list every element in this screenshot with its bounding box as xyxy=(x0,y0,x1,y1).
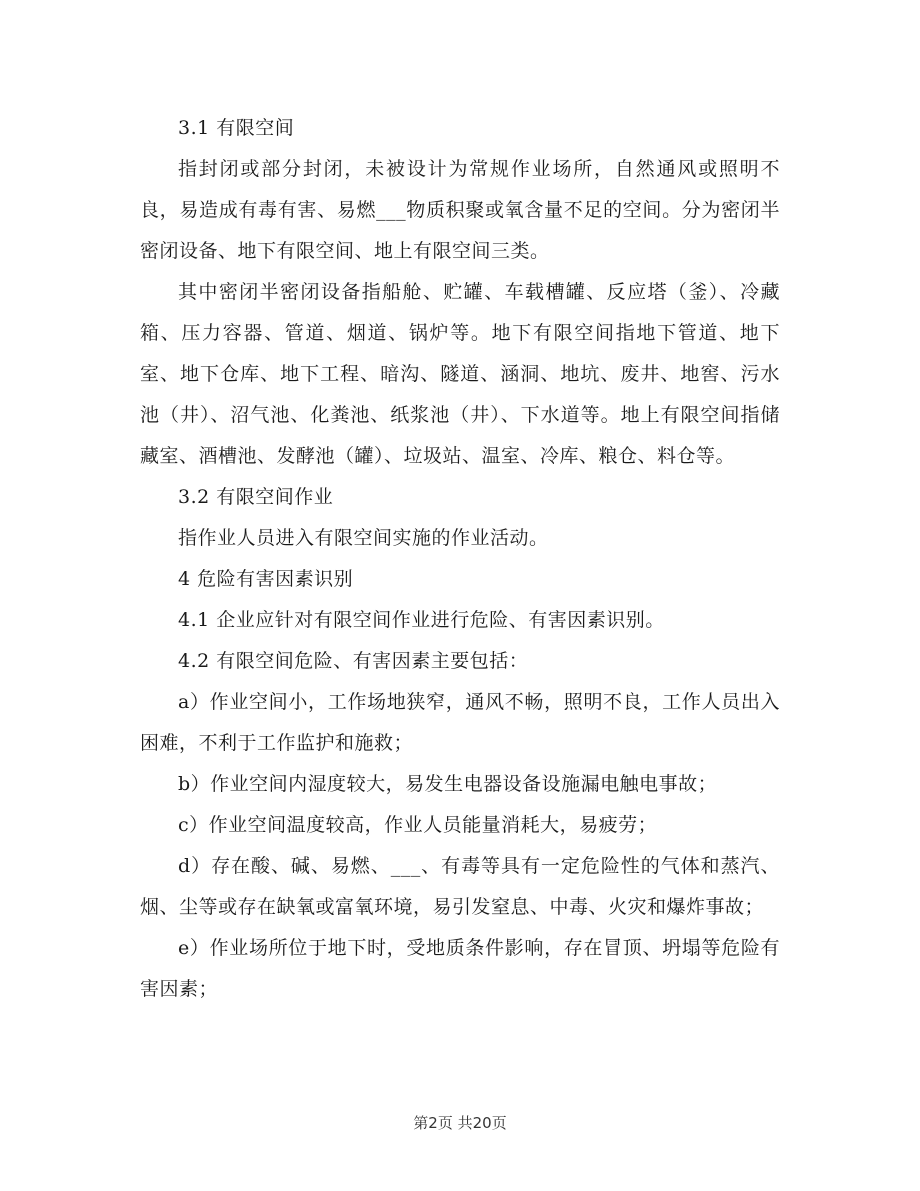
list-item-a: a）作业空间小，工作场地狭窄，通风不畅，照明不良，工作人员出入困难，不利于工作监护和施救； xyxy=(140,691,780,754)
section-heading-4: 4 危险有害因素识别 xyxy=(178,568,354,590)
page-number-footer: 第2页 共20页 xyxy=(413,1114,507,1132)
list-item-e: e）作业场所位于地下时，受地质条件影响，存在冒顶、坍塌等危险有害因素； xyxy=(140,937,780,1000)
paragraph-4-1: 4.1 企业应针对有限空间作业进行危险、有害因素识别。 xyxy=(178,609,665,631)
paragraph-definition: 指封闭或部分封闭，未被设计为常规作业场所，自然通风或照明不良，易造成有毒有害、易燃___物质积聚或氧含量不足的空间。分为密闭半密闭设备、地下有限空间、地上有限空间三类。 xyxy=(140,158,780,262)
list-item-b: b）作业空间内湿度较大，易发生电器设备设施漏电触电事故； xyxy=(178,773,718,795)
section-heading-3-2: 3.2 有限空间作业 xyxy=(178,486,334,508)
paragraph-examples: 其中密闭半密闭设备指船舱、贮罐、车载槽罐、反应塔（釜）、冷藏箱、压力容器、管道、烟道、锅炉等。地下有限空间指地下管道、地下室、地下仓库、地下工程、暗沟、隧道、涵洞、地坑、废井、地窖、污水池（井）、沼气池、化粪池、纸浆池（井）、下水道等。地上有限空间指储藏室、酒槽池、发酵池（罐）、垃圾站、温室、冷库、粮仓、料仓等。 xyxy=(140,281,780,467)
paragraph-4-2: 4.2 有限空间危险、有害因素主要包括： xyxy=(178,650,529,672)
document-body xyxy=(140,108,780,1010)
list-item-d: d）存在酸、碱、易燃、___、有毒等具有一定危险性的气体和蒸汽、烟、尘等或存在缺氧或富氧环境，易引发窒息、中毒、火灾和爆炸事故； xyxy=(140,855,780,918)
paragraph-work-definition: 指作业人员进入有限空间实施的作业活动。 xyxy=(178,527,549,549)
section-heading-3-1: 3.1 有限空间 xyxy=(178,117,295,139)
list-item-c: c）作业空间温度较高，作业人员能量消耗大，易疲劳； xyxy=(178,814,658,836)
